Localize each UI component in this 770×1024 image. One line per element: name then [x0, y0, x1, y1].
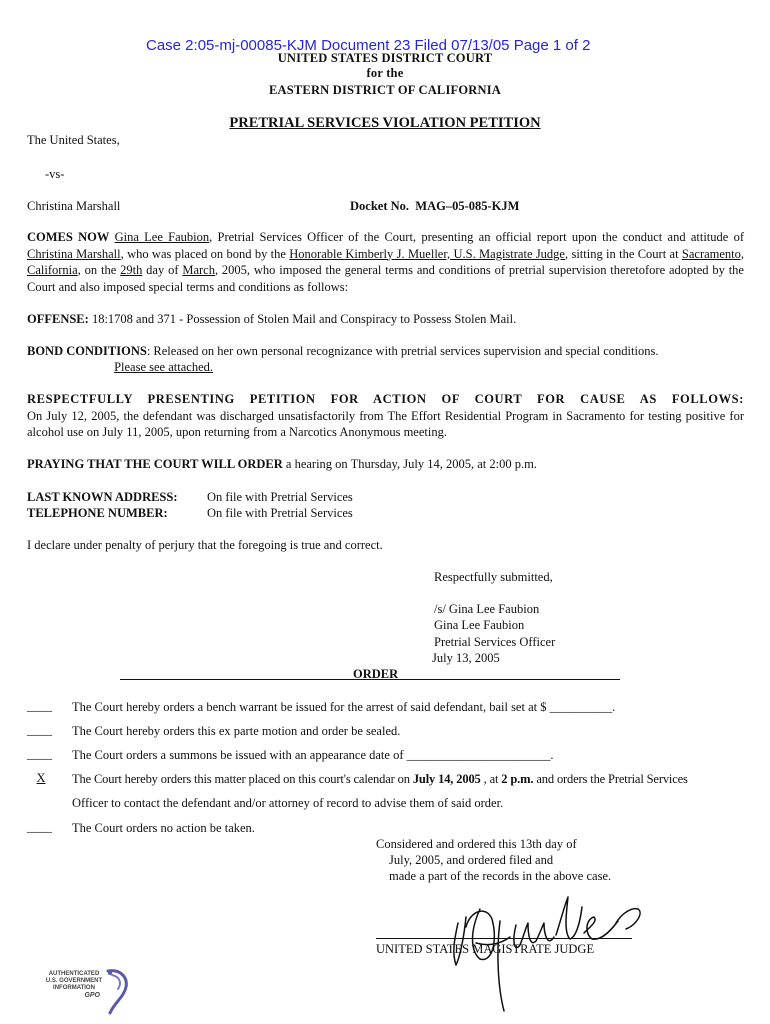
bond-label: BOND CONDITIONS	[27, 344, 147, 358]
order-option-3: The Court orders a summons be issued with an appearance date of _______________________.	[72, 748, 554, 762]
seal-text-1: AUTHENTICATED	[48, 971, 100, 977]
offense-line	[27, 311, 516, 328]
officer-name-printed: Gina Lee Faubion	[434, 618, 525, 632]
seal-text-gpo: GPO	[84, 992, 100, 999]
phone-value: On file with Pretrial Services	[207, 506, 353, 520]
order-option-1: The Court hereby orders a bench warrant be issued for the arrest of said defendant, bail set at $ __________.	[72, 700, 616, 714]
address-label: LAST KNOWN ADDRESS:	[27, 490, 178, 504]
praying-text: a hearing on Thursday, July 14, 2005, at 2:00 p.m.	[282, 457, 537, 471]
address-value: On file with Pretrial Services	[207, 490, 353, 504]
comes-now-text-5: day of	[142, 263, 183, 277]
order-option-5: The Court orders no action be taken.	[72, 821, 255, 835]
respectfully-label: RESPECTFULLY PRESENTING PETITION FOR ACTION OF COURT FOR CAUSE AS FOLLOWS:	[27, 392, 744, 406]
court-place: Sacramento, California	[27, 246, 745, 277]
order-heading: ORDER	[353, 667, 399, 681]
comes-now-text-2: , who was placed on bond by the	[120, 246, 290, 261]
order-option-2: The Court hereby orders this ex parte motion and order be sealed.	[72, 724, 401, 738]
bond-see-attached: Please see attached.	[114, 360, 213, 374]
court-for-the: for the	[366, 66, 404, 80]
defendant-name: Christina Marshall	[27, 199, 121, 213]
order-mark-1: ____	[27, 699, 52, 713]
officer-title: Pretrial Services Officer	[434, 635, 556, 649]
officer-name: Gina Lee Faubion	[114, 230, 210, 244]
considered-line-1: Considered and ordered this 13th day of	[376, 837, 577, 851]
docket-number	[350, 198, 519, 215]
order-option-4-line2: Officer to contact the defendant and/or attorney of record to advise them of said order.	[72, 796, 504, 810]
judge-title: UNITED STATES MAGISTRATE JUDGE	[376, 942, 595, 956]
defendant-ref: Christina Marshall	[27, 246, 121, 261]
hearing-date: July 14, 2005	[412, 772, 481, 786]
order-option-4	[72, 771, 688, 788]
hearing-time: 2 p.m.	[501, 772, 534, 786]
eagle-emblem-icon	[100, 967, 130, 1015]
seal-text-2: U.S. GOVERNMENT	[45, 978, 103, 984]
seal-text-3: INFORMATION	[53, 985, 95, 991]
considered-line-3: made a part of the records in the above case.	[389, 869, 612, 883]
court-name: UNITED STATES DISTRICT COURT	[277, 51, 493, 65]
perjury-declaration: I declare under penalty of perjury that the foregoing is true and correct.	[27, 538, 383, 552]
praying-label: PRAYING THAT THE COURT WILL ORDER	[27, 457, 283, 471]
order-4-text-2: , at	[480, 772, 502, 786]
comes-now-label: COMES NOW	[27, 230, 110, 244]
respectfully-submitted: Respectfully submitted,	[434, 570, 553, 584]
judge-ref: Honorable Kimberly J. Mueller, U.S. Magistrate Judge	[289, 246, 565, 261]
order-4-text-1: The Court hereby orders this matter placed on this court's calendar on	[72, 772, 413, 786]
gpo-authentication-seal	[44, 967, 134, 1017]
court-district: EASTERN DISTRICT OF CALIFORNIA	[268, 83, 502, 97]
bond-day: 29th	[120, 263, 143, 277]
petition-title: PRETRIAL SERVICES VIOLATION PETITION	[229, 115, 541, 131]
phone-label: TELEPHONE NUMBER:	[27, 506, 168, 520]
order-4-text-3: and orders the Pretrial Services	[533, 772, 688, 786]
comes-now-text-3: , sitting in the Court at	[565, 246, 682, 261]
comes-now-paragraph	[27, 229, 744, 295]
praying-line	[27, 456, 537, 473]
comes-now-text-6: , 2005, who imposed the general terms and conditions of pretrial supervision theretofore adopted by the Court and also imposed special terms and conditions as follows:	[27, 263, 744, 294]
respectfully-paragraph	[27, 391, 744, 441]
bond-month: March	[182, 263, 215, 277]
officer-esignature: /s/ Gina Lee Faubion	[434, 602, 540, 616]
comes-now-text-1: , Pretrial Services Officer of the Court, presenting an official report upon the conduct and attitude of	[209, 230, 744, 244]
signature-date: July 13, 2005	[432, 651, 500, 665]
versus: -vs-	[45, 167, 65, 181]
offense-label: OFFENSE:	[27, 312, 89, 326]
court-filing-stamp: Case 2:05-mj-00085-KJM Document 23 Filed 07/13/05 Page 1 of 2	[146, 37, 591, 54]
order-mark-4-checked: X	[36, 771, 46, 785]
docket-value: MAG–05-085-KJM	[415, 199, 520, 213]
order-mark-5: ____	[27, 820, 52, 834]
comes-now-text-4: , on the	[77, 263, 121, 277]
bond-text: : Released on her own personal recognizance with pretrial services supervision and special conditions.	[146, 344, 659, 358]
bond-conditions-line	[27, 343, 658, 360]
plaintiff: The United States,	[27, 133, 120, 147]
docket-label: Docket No.	[350, 199, 410, 213]
respectfully-text: On July 12, 2005, the defendant was discharged unsatisfactorily from The Effort Residential Program in Sacramento for testing positive for alcohol use on July 11, 2005, upon returning from a Narcotics Anonymous meeting.	[27, 408, 744, 439]
considered-line-2: July, 2005, and ordered filed and	[389, 853, 554, 867]
order-mark-2: ____	[27, 723, 52, 737]
offense-text: 18:1708 and 371 - Possession of Stolen Mail and Conspiracy to Possess Stolen Mail.	[88, 312, 517, 326]
order-mark-3: ____	[27, 747, 52, 761]
